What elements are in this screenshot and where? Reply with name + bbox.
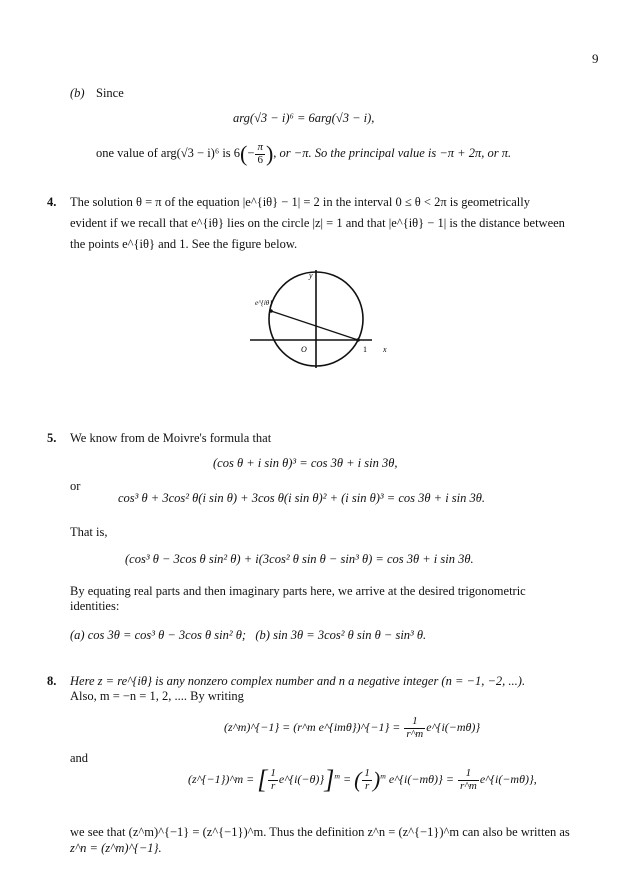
eq1-fraction [404,716,425,740]
item-8-final-line-1: we see that (z^m)^{−1} = (z^{−1})^m. Thus the definition z^n = (z^{−1})^m can also be written as [70,825,570,839]
point-e-i-theta [269,309,273,313]
item-8-line-1: Here z = re^{iθ} is any nonzero complex number and n a negative integer (n = −1, −2, ...). [70,674,526,688]
identity-b-label: (b) [255,628,270,642]
y-axis-label: y [309,271,313,280]
item-5-final-identities [70,629,426,642]
item-4-line-1: The solution θ = π of the equation |e^{iθ} − 1| = 2 in the interval 0 ≤ θ < 2π is geometrically [70,195,530,209]
item-8-and: and [70,751,89,765]
eq2-frac-a-num: 1 [270,767,276,779]
identity-a: cos 3θ = cos³ θ − 3cos θ sin² θ; [87,628,246,642]
identity-a-label: (a) [70,628,85,642]
one-label: 1 [363,345,367,354]
item-5-equation-3: (cos³ θ − 3cos θ sin² θ) + i(3cos² θ sin θ − sin³ θ) = cos 3θ + i sin 3θ. [125,552,474,566]
item-8-equation-1 [224,716,480,740]
eq2-end: e^{i(−mθ)}, [479,771,537,786]
item-8-equation-2: (z^{−1})^m = [ $\frac{1}{r}$ e^{i(−θ)}]$^m$ = ( $\frac{1}{r}$ )$^m$ e^{i(−mθ)} = $\frac{1}{r\^{}m}$ e^{i(−mθ)}, [188,765,537,795]
origin-label: O [301,345,307,354]
eq2-frac-b-den: r [365,779,370,792]
eq2-fraction-c [458,768,479,792]
eq2-frac-c-num: 1 [458,768,479,781]
unit-circle-figure [250,262,400,372]
eq2-mid: e^{i(−θ)} [278,771,325,786]
item-5-paragraph-line-1: By equating real parts and then imaginary parts here, we arrive at the desired trigonometric [70,584,526,598]
item-5-number: 5. [47,431,57,445]
item-8-final-line-2: z^n = (z^m)^{−1}. [70,841,162,855]
item-b-pi: π [257,141,263,153]
eq1-num: 1 [404,716,425,729]
eq2-frac-b-num: 1 [364,767,370,779]
item-b-six-denom: 6 [257,153,263,166]
item-4-number: 4. [47,195,57,209]
item-b-label: (b) [70,86,85,100]
x-axis-label: x [383,345,387,354]
eq2-fraction-b [362,768,372,792]
eq2-exp-m-a: m [334,771,340,781]
eq2-tail: e^{i(−mθ)} = [388,771,454,786]
page-number: 9 [592,51,599,66]
eq1-tail: e^{i(−mθ)} [426,719,481,734]
eq2-fraction-a [268,768,278,792]
point-one [356,338,360,342]
item-5-or: or [70,479,81,493]
eq2-lhs: (z^{−1})^m = [188,771,255,786]
eq2-frac-a-den: r [270,779,276,792]
item-5-that-is: That is, [70,525,108,539]
item-4-line-3: the points e^{iθ} and 1. See the figure below. [70,237,298,251]
item-5-equation-1: (cos θ + i sin θ)³ = cos 3θ + i sin 3θ, [213,456,398,470]
item-b-pi-fraction [255,142,265,166]
item-b-equation: arg(√3 − i)⁶ = 6arg(√3 − i), [233,111,375,125]
item-b-one-value-line: one value of arg(√3 − i)⁶ is 6(− $\frac{\pi}{6}$ ), or −π. So the principal value is −π + 2π, or π. [96,141,512,167]
item-8-line-2: Also, m = −n = 1, 2, .... By writing [70,689,244,703]
item-5-intro: We know from de Moivre's formula that [70,431,272,445]
item-b-rest: or −π. So the principal value is −π + 2π, or π. [279,145,512,160]
eq2-exp-m-b: m [380,771,386,781]
item-b-since: Since [96,86,124,100]
item-b-six: 6 [233,145,241,160]
eq1-lhs: (z^m)^{−1} = (r^m e^{imθ})^{−1} = [224,719,401,734]
item-5-paragraph-line-2: identities: [70,599,120,613]
eq2-frac-c-den: r^m [459,779,477,792]
item-b-one-value-prefix: one value of arg(√3 − i)⁶ is [96,145,231,160]
point-label: e^{iθ} [255,299,273,307]
eq1-den: r^m [406,727,424,740]
identity-b: sin 3θ = 3cos² θ sin θ − sin³ θ. [273,628,427,642]
item-5-equation-2: cos³ θ + 3cos² θ(i sin θ) + 3cos θ(i sin θ)² + (i sin θ)³ = cos 3θ + i sin 3θ. [118,491,486,505]
item-4-line-2: evident if we recall that e^{iθ} lies on the circle |z| = 1 and that |e^{iθ} − 1| is the distance between [70,216,565,230]
chord-line [271,311,358,340]
item-8-number: 8. [47,674,57,688]
